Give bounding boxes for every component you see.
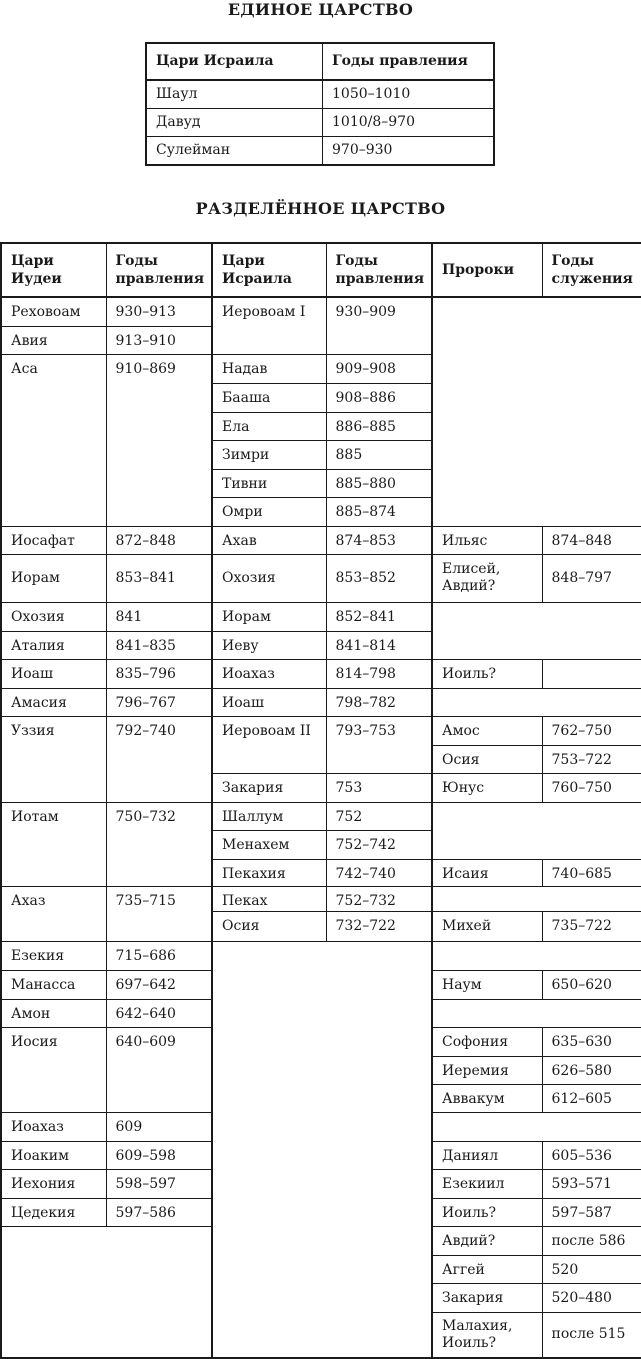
israel-years: 886–885: [326, 412, 432, 440]
israel-king: Иеровоам I: [212, 297, 326, 354]
israel-years: 885: [326, 440, 432, 469]
israel-years: 752–732: [326, 886, 432, 911]
prophet-years: 520: [542, 1255, 641, 1283]
judah-years: 609: [106, 1112, 212, 1141]
prophet-years: 626–580: [542, 1056, 641, 1084]
judah-king: Иоахаз: [1, 1112, 106, 1141]
empty-cell: [212, 941, 432, 1358]
israel-years: 732–722: [326, 911, 432, 941]
prophet-years: 650–620: [542, 970, 641, 999]
prophet: [432, 554, 542, 602]
prophet: Иеремия: [432, 1056, 542, 1084]
empty-cell: [432, 802, 641, 859]
judah-king: Иехония: [1, 1169, 106, 1198]
judah-king: Иосафат: [1, 526, 106, 554]
prophet: Иоиль?: [432, 659, 542, 688]
column-header: Цари Исраила: [146, 43, 323, 80]
empty-cell: [432, 602, 641, 659]
israel-years: 752: [326, 802, 432, 830]
column-header: Годы правления: [323, 43, 495, 80]
prophet-years: 874–848: [542, 526, 641, 554]
israel-years: 753: [326, 773, 432, 802]
prophet: Исаия: [432, 859, 542, 886]
prophet-years: после 586: [542, 1226, 641, 1255]
prophet: Авдий?: [432, 1226, 542, 1255]
israel-years: 874–853: [326, 526, 432, 554]
empty-cell: [432, 297, 641, 526]
prophet-years: 635–630: [542, 1027, 641, 1056]
israel-king: Охозия: [212, 554, 326, 602]
israel-years: 752–742: [326, 830, 432, 859]
table-row: [1, 659, 641, 688]
prophet: Михей: [432, 911, 542, 941]
empty-cell: [432, 886, 641, 911]
israel-king: Шаллум: [212, 802, 326, 830]
prophet-years: [542, 659, 641, 688]
israel-king: Осия: [212, 911, 326, 941]
column-header: Пророки: [432, 243, 542, 297]
judah-king: Амасия: [1, 688, 106, 716]
israel-king: Иоаш: [212, 688, 326, 716]
prophet: Амос: [432, 716, 542, 745]
judah-years: 715–686: [106, 941, 212, 970]
table-row: [1, 941, 641, 970]
judah-years: 841: [106, 602, 212, 631]
judah-king: Иорам: [1, 554, 106, 602]
judah-years: 913–910: [106, 326, 212, 354]
prophet-years: 605–536: [542, 1141, 641, 1169]
israel-years: 930–909: [326, 297, 432, 354]
israel-king: Бааша: [212, 383, 326, 412]
column-header: Годы правления: [326, 243, 432, 297]
prophet-years: 520–480: [542, 1283, 641, 1312]
table-row: [146, 80, 494, 109]
empty-cell: [432, 999, 641, 1027]
judah-years: 597–586: [106, 1198, 212, 1226]
reign-years: 970–930: [323, 137, 495, 166]
judah-years: 735–715: [106, 886, 212, 941]
israel-king: Зимри: [212, 440, 326, 469]
judah-king: Аталия: [1, 631, 106, 659]
prophet-years: 762–750: [542, 716, 641, 745]
prophet-years: после 515: [542, 1312, 641, 1358]
prophet-name-line: Малахия,: [442, 1317, 513, 1334]
israel-years: 841–814: [326, 631, 432, 659]
judah-years: 841–835: [106, 631, 212, 659]
table-row: [1, 526, 641, 554]
prophet-years: 735–722: [542, 911, 641, 941]
unified-kingdom-title: ЕДИНОЕ ЦАРСТВО: [227, 0, 414, 19]
prophet-years: 612–605: [542, 1084, 641, 1112]
judah-king: Манасса: [1, 970, 106, 999]
israel-king: Иеву: [212, 631, 326, 659]
israel-years: 798–782: [326, 688, 432, 716]
judah-years: 796–767: [106, 688, 212, 716]
prophet-years: 740–685: [542, 859, 641, 886]
prophet-years: 593–571: [542, 1169, 641, 1198]
prophet: Софония: [432, 1027, 542, 1056]
judah-years: 598–597: [106, 1169, 212, 1198]
judah-king: Иосия: [1, 1027, 106, 1112]
table-row: [1, 688, 641, 716]
judah-king: Иоаким: [1, 1141, 106, 1169]
prophet-name-line: Авдий?: [442, 578, 496, 594]
israel-years: 793–753: [326, 716, 432, 773]
israel-king: Пекахия: [212, 859, 326, 886]
israel-king: Пеках: [212, 886, 326, 911]
divided-kingdom-title: РАЗДЕЛЁННОЕ ЦАРСТВО: [195, 199, 446, 218]
israel-years: 814–798: [326, 659, 432, 688]
column-header: Цари Исраила: [212, 243, 326, 297]
prophet-years: 760–750: [542, 773, 641, 802]
israel-years: 852–841: [326, 602, 432, 631]
prophet: Ильяс: [432, 526, 542, 554]
column-header: Годы служения: [542, 243, 641, 297]
israel-king: Ела: [212, 412, 326, 440]
prophet-years: 848–797: [542, 554, 641, 602]
israel-king: Надав: [212, 354, 326, 383]
column-header: Цари Иудеи: [1, 243, 106, 297]
prophet: Осия: [432, 745, 542, 773]
table-row: [1, 602, 641, 631]
prophet-name-line: Иоиль?: [442, 1334, 496, 1351]
king-name: Давуд: [146, 109, 323, 137]
prophet: Закария: [432, 1283, 542, 1312]
table-header-row: [146, 43, 494, 80]
judah-king: Авия: [1, 326, 106, 354]
israel-years: 908–886: [326, 383, 432, 412]
judah-years: 640–609: [106, 1027, 212, 1112]
israel-years: 885–874: [326, 497, 432, 526]
judah-years: 853–841: [106, 554, 212, 602]
prophet: [432, 1312, 542, 1358]
table-row: [1, 554, 641, 602]
king-name: Шаул: [146, 80, 323, 109]
prophet: Даниял: [432, 1141, 542, 1169]
prophet: Юнус: [432, 773, 542, 802]
table-header-row: [1, 243, 641, 297]
israel-years: 885–880: [326, 469, 432, 497]
prophet-years: 597–587: [542, 1198, 641, 1226]
judah-king: Езекия: [1, 941, 106, 970]
king-name: Сулейман: [146, 137, 323, 166]
prophet: Аввакум: [432, 1084, 542, 1112]
israel-king: Иеровоам II: [212, 716, 326, 773]
prophet-years: 753–722: [542, 745, 641, 773]
israel-king: Иоахаз: [212, 659, 326, 688]
judah-king: Ахаз: [1, 886, 106, 941]
reign-years: 1010/8–970: [323, 109, 495, 137]
table-row: [146, 137, 494, 166]
empty-cell: [432, 941, 641, 970]
table-row: [1, 716, 641, 745]
table-row: [1, 297, 641, 326]
israel-king: Ахав: [212, 526, 326, 554]
prophet: Аггей: [432, 1255, 542, 1283]
empty-cell: [1, 1226, 212, 1358]
judah-king: Иоаш: [1, 659, 106, 688]
israel-years: 909–908: [326, 354, 432, 383]
reign-years: 1050–1010: [323, 80, 495, 109]
israel-king: Закария: [212, 773, 326, 802]
israel-king: Омри: [212, 497, 326, 526]
empty-cell: [432, 688, 641, 716]
table-row: [146, 109, 494, 137]
table-row: [1, 886, 641, 911]
israel-years: 853–852: [326, 554, 432, 602]
judah-king: Аса: [1, 354, 106, 526]
judah-king: Амон: [1, 999, 106, 1027]
column-header: Годы правления: [106, 243, 212, 297]
judah-years: 642–640: [106, 999, 212, 1027]
unified-kingdom-table: [145, 42, 495, 166]
judah-years: 872–848: [106, 526, 212, 554]
judah-years: 609–598: [106, 1141, 212, 1169]
prophet-name-line: Елисей,: [442, 561, 501, 577]
judah-years: 697–642: [106, 970, 212, 999]
judah-king: Охозия: [1, 602, 106, 631]
judah-king: Цедекия: [1, 1198, 106, 1226]
prophet: Иоиль?: [432, 1198, 542, 1226]
israel-king: Тивни: [212, 469, 326, 497]
judah-years: 750–732: [106, 802, 212, 886]
judah-king: Иотам: [1, 802, 106, 886]
table-row: [1, 802, 641, 830]
empty-cell: [432, 1112, 641, 1141]
judah-years: 930–913: [106, 297, 212, 326]
israel-king: Иорам: [212, 602, 326, 631]
israel-king: Менахем: [212, 830, 326, 859]
prophet: Езекиил: [432, 1169, 542, 1198]
divided-kingdom-table: [0, 242, 641, 1359]
judah-king: Реховоам: [1, 297, 106, 326]
judah-king: Уззия: [1, 716, 106, 802]
judah-years: 792–740: [106, 716, 212, 802]
judah-years: 835–796: [106, 659, 212, 688]
prophet: Наум: [432, 970, 542, 999]
israel-years: 742–740: [326, 859, 432, 886]
judah-years: 910–869: [106, 354, 212, 526]
